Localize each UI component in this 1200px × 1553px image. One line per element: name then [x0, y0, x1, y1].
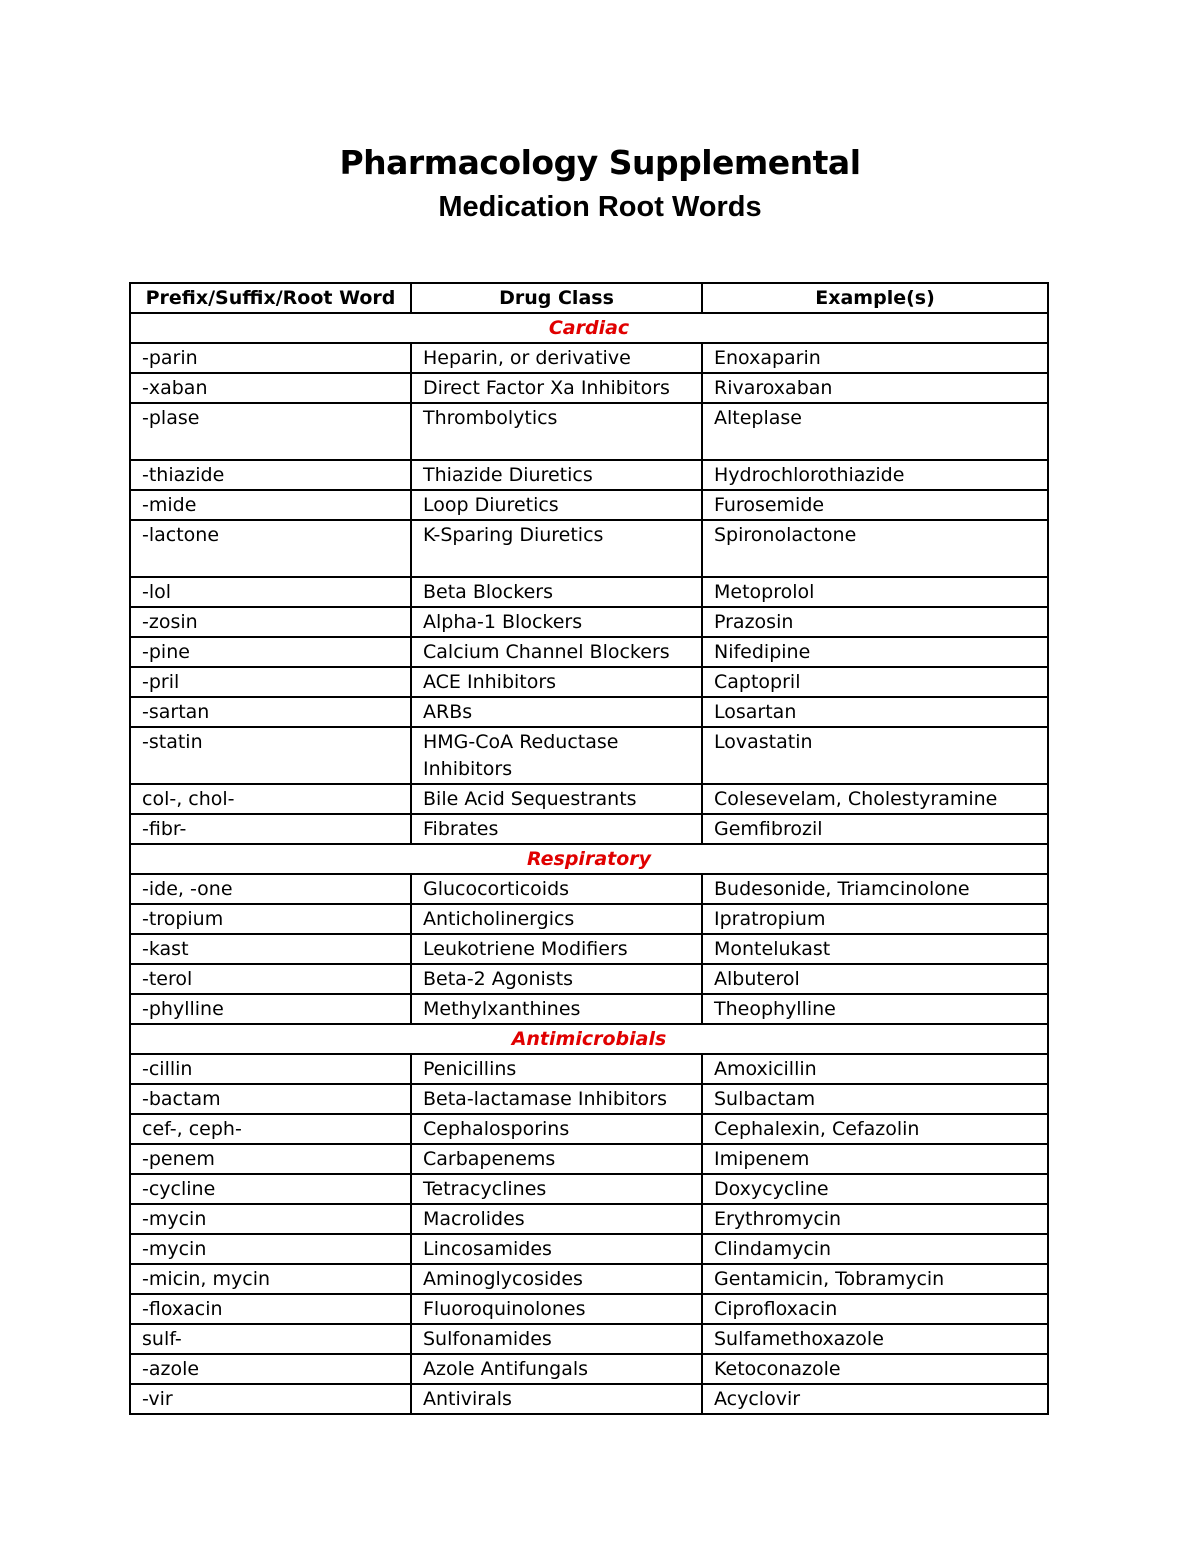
example-cell: Theophylline	[702, 994, 1048, 1024]
table-row	[130, 784, 1048, 814]
root-word-cell: -ide, -one	[130, 874, 411, 904]
root-word-cell: -mycin	[130, 1234, 411, 1264]
root-word-cell: -statin	[130, 727, 411, 784]
page-subtitle: Medication Root Words	[438, 191, 762, 223]
table-row	[130, 727, 1048, 784]
table-row	[130, 1054, 1048, 1084]
section-heading: Cardiac	[130, 313, 1048, 343]
example-cell: Gentamicin, Tobramycin	[702, 1264, 1048, 1294]
table-row	[130, 1294, 1048, 1324]
root-word-cell: -cillin	[130, 1054, 411, 1084]
example-cell: Lovastatin	[702, 727, 1048, 784]
table-row	[130, 814, 1048, 844]
example-cell: Ipratropium	[702, 904, 1048, 934]
root-word-cell: -pine	[130, 637, 411, 667]
example-cell: Gemfibrozil	[702, 814, 1048, 844]
root-word-cell: -fibr-	[130, 814, 411, 844]
drug-class-cell: Aminoglycosides	[411, 1264, 702, 1294]
table-row	[130, 343, 1048, 373]
example-cell: Sulfamethoxazole	[702, 1324, 1048, 1354]
table-row	[130, 1084, 1048, 1114]
root-word-cell: -xaban	[130, 373, 411, 403]
example-cell: Imipenem	[702, 1144, 1048, 1174]
root-word-cell: -micin, mycin	[130, 1264, 411, 1294]
table-row	[130, 577, 1048, 607]
drug-class-cell: Penicillins	[411, 1054, 702, 1084]
root-words-table	[129, 282, 1049, 1415]
example-cell: Clindamycin	[702, 1234, 1048, 1264]
table-row	[130, 1144, 1048, 1174]
root-word-cell: -bactam	[130, 1084, 411, 1114]
example-cell: Spironolactone	[702, 520, 1048, 577]
drug-class-cell: ARBs	[411, 697, 702, 727]
drug-class-cell: Macrolides	[411, 1204, 702, 1234]
root-word-cell: col-, chol-	[130, 784, 411, 814]
root-word-cell: -parin	[130, 343, 411, 373]
root-word-cell: -tropium	[130, 904, 411, 934]
example-cell: Colesevelam, Cholestyramine	[702, 784, 1048, 814]
section-row	[130, 844, 1048, 874]
root-word-cell: -penem	[130, 1144, 411, 1174]
root-word-cell: -vir	[130, 1384, 411, 1414]
example-cell: Metoprolol	[702, 577, 1048, 607]
table-row	[130, 934, 1048, 964]
table-row	[130, 460, 1048, 490]
table-row	[130, 490, 1048, 520]
drug-class-cell: Tetracyclines	[411, 1174, 702, 1204]
drug-class-cell: Lincosamides	[411, 1234, 702, 1264]
table-row	[130, 1384, 1048, 1414]
example-cell: Cephalexin, Cefazolin	[702, 1114, 1048, 1144]
page-title: Pharmacology Supplemental	[339, 143, 861, 182]
drug-class-cell: Fibrates	[411, 814, 702, 844]
column-header-root-word: Prefix/Suffix/Root Word	[130, 283, 411, 313]
root-word-cell: -kast	[130, 934, 411, 964]
drug-class-cell: Beta Blockers	[411, 577, 702, 607]
drug-class-cell: Sulfonamides	[411, 1324, 702, 1354]
example-cell: Doxycycline	[702, 1174, 1048, 1204]
table-row	[130, 1264, 1048, 1294]
section-heading: Antimicrobials	[130, 1024, 1048, 1054]
example-cell: Hydrochlorothiazide	[702, 460, 1048, 490]
section-row	[130, 1024, 1048, 1054]
column-header-drug-class: Drug Class	[411, 283, 702, 313]
table-row	[130, 1234, 1048, 1264]
section-row	[130, 313, 1048, 343]
example-cell: Montelukast	[702, 934, 1048, 964]
table-body	[130, 313, 1048, 1414]
table-row	[130, 667, 1048, 697]
drug-class-cell: Glucocorticoids	[411, 874, 702, 904]
drug-class-cell: Cephalosporins	[411, 1114, 702, 1144]
example-cell: Losartan	[702, 697, 1048, 727]
root-word-cell: -thiazide	[130, 460, 411, 490]
example-cell: Rivaroxaban	[702, 373, 1048, 403]
table-row	[130, 874, 1048, 904]
root-word-cell: sulf-	[130, 1324, 411, 1354]
root-word-cell: -mycin	[130, 1204, 411, 1234]
drug-class-cell: Loop Diuretics	[411, 490, 702, 520]
table-row	[130, 637, 1048, 667]
example-cell: Amoxicillin	[702, 1054, 1048, 1084]
table-row	[130, 1114, 1048, 1144]
drug-class-cell: Thiazide Diuretics	[411, 460, 702, 490]
drug-class-cell: Leukotriene Modifiers	[411, 934, 702, 964]
drug-class-cell: Beta-2 Agonists	[411, 964, 702, 994]
drug-class-cell: Heparin, or derivative	[411, 343, 702, 373]
table-row	[130, 964, 1048, 994]
example-cell: Prazosin	[702, 607, 1048, 637]
example-cell: Nifedipine	[702, 637, 1048, 667]
drug-class-cell: Direct Factor Xa Inhibitors	[411, 373, 702, 403]
drug-class-cell: Bile Acid Sequestrants	[411, 784, 702, 814]
root-word-cell: -pril	[130, 667, 411, 697]
drug-class-cell: ACE Inhibitors	[411, 667, 702, 697]
example-cell: Acyclovir	[702, 1384, 1048, 1414]
column-header-examples: Example(s)	[702, 283, 1048, 313]
root-word-cell: -floxacin	[130, 1294, 411, 1324]
table-row	[130, 373, 1048, 403]
drug-class-cell: Alpha-1 Blockers	[411, 607, 702, 637]
drug-class-cell: Beta-lactamase Inhibitors	[411, 1084, 702, 1114]
example-cell: Erythromycin	[702, 1204, 1048, 1234]
drug-class-cell: Thrombolytics	[411, 403, 702, 460]
table-row	[130, 1204, 1048, 1234]
table-row	[130, 1324, 1048, 1354]
table-row	[130, 403, 1048, 460]
drug-class-cell: Antivirals	[411, 1384, 702, 1414]
table-row	[130, 607, 1048, 637]
root-word-cell: -phylline	[130, 994, 411, 1024]
table-row	[130, 697, 1048, 727]
root-word-cell: -azole	[130, 1354, 411, 1384]
example-cell: Ciprofloxacin	[702, 1294, 1048, 1324]
root-word-cell: -mide	[130, 490, 411, 520]
section-heading: Respiratory	[130, 844, 1048, 874]
drug-class-cell: Azole Antifungals	[411, 1354, 702, 1384]
table-row	[130, 520, 1048, 577]
example-cell: Ketoconazole	[702, 1354, 1048, 1384]
root-word-cell: -sartan	[130, 697, 411, 727]
example-cell: Albuterol	[702, 964, 1048, 994]
root-word-cell: -plase	[130, 403, 411, 460]
example-cell: Budesonide, Triamcinolone	[702, 874, 1048, 904]
root-word-cell: -terol	[130, 964, 411, 994]
example-cell: Enoxaparin	[702, 343, 1048, 373]
example-cell: Captopril	[702, 667, 1048, 697]
root-word-cell: -lol	[130, 577, 411, 607]
header-row	[130, 283, 1048, 313]
drug-class-cell: Anticholinergics	[411, 904, 702, 934]
drug-class-cell: HMG-CoA Reductase Inhibitors	[411, 727, 702, 784]
drug-class-cell: Fluoroquinolones	[411, 1294, 702, 1324]
table-row	[130, 1174, 1048, 1204]
drug-class-cell: Methylxanthines	[411, 994, 702, 1024]
table-row	[130, 904, 1048, 934]
root-word-cell: cef-, ceph-	[130, 1114, 411, 1144]
table-row	[130, 1354, 1048, 1384]
root-word-cell: -zosin	[130, 607, 411, 637]
root-word-cell: -cycline	[130, 1174, 411, 1204]
drug-class-cell: K-Sparing Diuretics	[411, 520, 702, 577]
table-row	[130, 994, 1048, 1024]
example-cell: Sulbactam	[702, 1084, 1048, 1114]
example-cell: Alteplase	[702, 403, 1048, 460]
example-cell: Furosemide	[702, 490, 1048, 520]
root-word-cell: -lactone	[130, 520, 411, 577]
drug-class-cell: Calcium Channel Blockers	[411, 637, 702, 667]
drug-class-cell: Carbapenems	[411, 1144, 702, 1174]
